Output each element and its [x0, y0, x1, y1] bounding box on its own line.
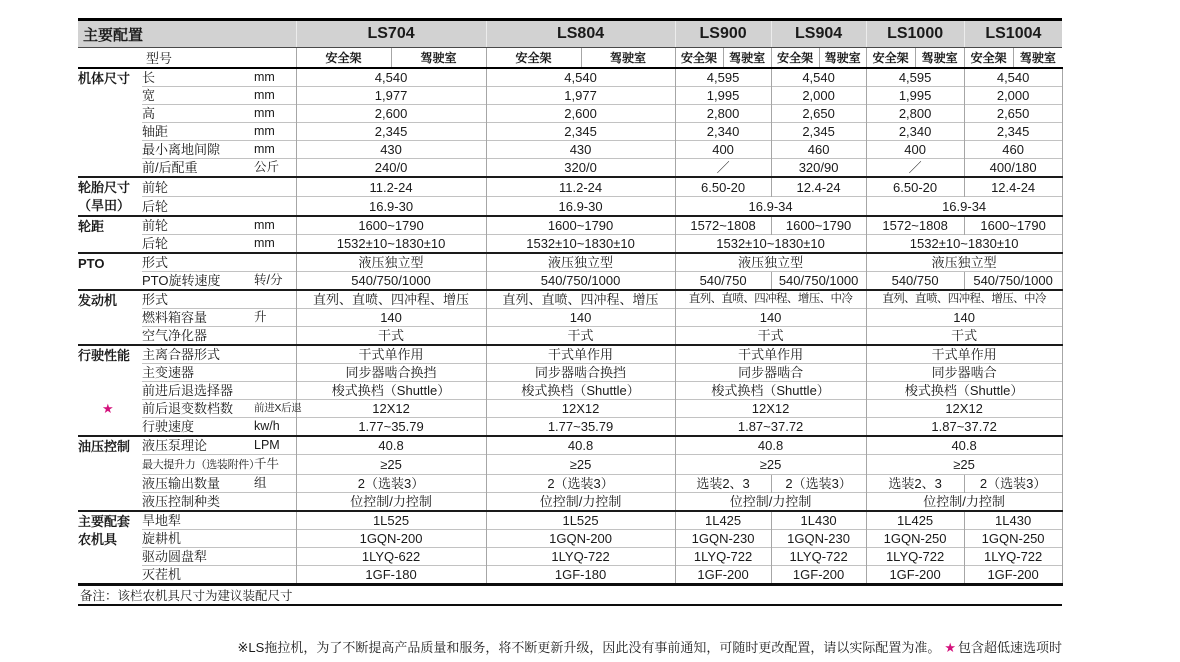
spec-value-cell: 干式单作用	[866, 345, 1062, 364]
spec-value-cell: 540/750/1000	[296, 272, 486, 291]
spec-unit-cell	[252, 197, 296, 217]
spec-value-cell: 430	[296, 141, 486, 159]
spec-name-label: 旋耕机	[142, 531, 182, 546]
spec-value-cell: 11.2-24	[296, 177, 486, 197]
spec-value-cell: 140	[296, 309, 486, 327]
spec-value-cell: 12X12	[486, 400, 675, 418]
spec-unit-cell: mm	[252, 235, 296, 254]
spec-table	[78, 18, 1063, 606]
table-title: 主要配置	[78, 20, 296, 48]
table-row	[78, 290, 1062, 309]
spec-unit-cell: 转/分	[252, 272, 296, 291]
spec-value-cell: 12.4-24	[964, 177, 1062, 197]
spec-unit-cell	[252, 364, 296, 382]
spec-unit-cell	[252, 530, 296, 548]
spec-value-cell: 梭式换档（Shuttle）	[486, 382, 675, 400]
spec-name-cell	[142, 548, 252, 566]
spec-value-cell: 梭式换档（Shuttle）	[866, 382, 1062, 400]
category-cell: 行驶性能	[78, 345, 142, 436]
spec-value-cell: 2,340	[675, 123, 771, 141]
spec-value-cell: 位控制/力控制	[675, 493, 866, 512]
spec-value-cell: 1GF-200	[675, 566, 771, 585]
spec-value-cell: 直列、直喷、四冲程、增压、中冷	[866, 290, 1062, 309]
spec-value-cell: 2,000	[964, 87, 1062, 105]
table-row	[78, 382, 1062, 400]
category-cell: 发动机	[78, 290, 142, 345]
remark-row	[78, 585, 1062, 606]
subcol-header: 安全架	[296, 48, 391, 69]
spec-name-label: 灭茬机	[142, 567, 182, 582]
table-row	[78, 566, 1062, 585]
spec-name-label: 液压输出数量	[142, 476, 221, 491]
spec-value-cell: 1GF-200	[866, 566, 964, 585]
footnote-star-text: 包含超低速选项时	[957, 640, 1062, 655]
table-row	[78, 548, 1062, 566]
table-row	[78, 345, 1062, 364]
spec-value-cell: 2,345	[771, 123, 866, 141]
spec-value-cell: 1532±10~1830±10	[296, 235, 486, 254]
spec-value-cell: 1600~1790	[771, 216, 866, 235]
spec-name-cell	[142, 141, 252, 159]
spec-value-cell: 1GF-180	[486, 566, 675, 585]
spec-value-cell: 1LYQ-622	[296, 548, 486, 566]
table-row	[78, 418, 1062, 437]
spec-value-cell: 1.87~37.72	[675, 418, 866, 437]
subcol-header: 安全架	[866, 48, 915, 69]
spec-value-cell: 位控制/力控制	[486, 493, 675, 512]
table-row	[78, 235, 1062, 254]
spec-name-cell	[142, 566, 252, 585]
spec-value-cell: 位控制/力控制	[866, 493, 1062, 512]
spec-value-cell: 2,650	[964, 105, 1062, 123]
table-row	[78, 253, 1062, 272]
spec-name-cell	[142, 418, 252, 437]
table-row	[78, 177, 1062, 197]
spec-value-cell: 16.9-30	[486, 197, 675, 217]
subcol-header: 安全架	[675, 48, 723, 69]
subcol-header: 驾驶室	[915, 48, 964, 69]
spec-unit-cell: mm	[252, 123, 296, 141]
spec-value-cell: 1GQN-250	[964, 530, 1062, 548]
subcol-header: 安全架	[771, 48, 819, 69]
category-cell: 油压控制	[78, 436, 142, 511]
spec-unit-cell	[252, 511, 296, 530]
subheader-row	[78, 48, 1062, 69]
table-row	[78, 123, 1062, 141]
spec-name-label: 后轮	[142, 236, 169, 251]
spec-name-label: 燃料箱容量	[142, 310, 208, 325]
spec-value-cell: 直列、直喷、四冲程、增压	[296, 290, 486, 309]
spec-name-label: 高	[142, 106, 156, 121]
spec-name-label: 后轮	[142, 198, 169, 214]
spec-value-cell: 140	[866, 309, 1062, 327]
spec-value-cell: 1LYQ-722	[771, 548, 866, 566]
spec-value-cell: 460	[771, 141, 866, 159]
spec-value-cell: 540/750	[675, 272, 771, 291]
category-cell: 机体尺寸	[78, 71, 131, 86]
spec-value-cell: 干式单作用	[486, 345, 675, 364]
spec-value-cell: 400/180	[964, 159, 1062, 178]
spec-value-cell: 1572~1808	[866, 216, 964, 235]
spec-value-cell: 1GF-200	[964, 566, 1062, 585]
spec-value-cell: 液压独立型	[486, 253, 675, 272]
spec-value-cell: 干式	[486, 327, 675, 346]
spec-value-cell: 1GF-200	[771, 566, 866, 585]
spec-unit-cell	[252, 253, 296, 272]
spec-value-cell: 4,540	[964, 68, 1062, 87]
spec-value-cell: 2（选装3）	[296, 475, 486, 493]
spec-name-label: 宽	[142, 88, 156, 103]
spec-unit-cell: mm	[252, 105, 296, 123]
spec-name-cell	[142, 364, 252, 382]
table-row	[78, 309, 1062, 327]
spec-name-cell	[142, 455, 260, 475]
spec-value-cell: 干式	[675, 327, 866, 346]
spec-value-cell: 40.8	[296, 436, 486, 455]
spec-value-cell: 540/750/1000	[964, 272, 1062, 291]
spec-unit-cell	[252, 548, 296, 566]
spec-name-cell	[142, 105, 252, 123]
category-cell: 轮距	[78, 216, 142, 253]
spec-value-cell: 液压独立型	[296, 253, 486, 272]
spec-unit-cell: mm	[254, 70, 275, 84]
spec-value-cell: 4,540	[296, 68, 486, 87]
spec-value-cell: 1600~1790	[296, 216, 486, 235]
spec-name-cell	[142, 253, 252, 272]
spec-value-cell: 540/750/1000	[486, 272, 675, 291]
spec-value-cell: 2,345	[964, 123, 1062, 141]
spec-table-body	[78, 68, 1062, 585]
spec-value-cell: 540/750/1000	[771, 272, 866, 291]
table-row	[78, 511, 1062, 530]
spec-name-cell	[142, 235, 252, 254]
spec-name-label: 形式	[142, 255, 169, 270]
spec-name-label: 轴距	[142, 124, 169, 139]
subcol-header: 驾驶室	[1013, 48, 1062, 69]
spec-value-cell: 4,540	[486, 68, 675, 87]
spec-value-cell: 16.9-34	[866, 197, 1062, 217]
subcol-header: 驾驶室	[819, 48, 866, 69]
spec-name-cell	[142, 309, 252, 327]
spec-value-cell: 140	[486, 309, 675, 327]
spec-value-cell: 1GQN-230	[675, 530, 771, 548]
spec-value-cell: 1532±10~1830±10	[675, 235, 866, 254]
spec-name-cell	[142, 382, 252, 400]
spec-name-label: 前进后退选择器	[142, 383, 234, 398]
spec-value-cell: 320/0	[486, 159, 675, 178]
spec-value-cell: 1.87~37.72	[866, 418, 1062, 437]
spec-value-cell: 1L525	[486, 511, 675, 530]
spec-value-cell: ／	[866, 159, 964, 178]
spec-value-cell: 1LYQ-722	[964, 548, 1062, 566]
spec-name-cell	[142, 436, 252, 455]
spec-name-cell	[142, 197, 252, 217]
spec-value-cell: 同步器啮合	[866, 364, 1062, 382]
spec-value-cell: 11.2-24	[486, 177, 675, 197]
spec-value-cell: 40.8	[866, 436, 1062, 455]
star-icon: ★	[102, 401, 114, 416]
spec-value-cell: 1L425	[866, 511, 964, 530]
spec-value-cell: 4,540	[771, 68, 866, 87]
spec-unit-cell: 千牛	[252, 455, 296, 475]
spec-name-label: 主变速器	[142, 365, 195, 380]
table-row	[78, 400, 1062, 418]
spec-value-cell: 430	[486, 141, 675, 159]
spec-name-label: 长	[142, 70, 156, 85]
spec-value-cell: 400	[675, 141, 771, 159]
spec-unit-cell	[252, 290, 296, 309]
table-row	[78, 493, 1062, 512]
spec-name-label: PTO旋转速度	[142, 273, 221, 288]
spec-value-cell: 1L425	[675, 511, 771, 530]
spec-value-cell: 320/90	[771, 159, 866, 178]
spec-value-cell: 1GQN-200	[486, 530, 675, 548]
spec-value-cell: 40.8	[675, 436, 866, 455]
spec-value-cell: 梭式换档（Shuttle）	[296, 382, 486, 400]
spec-name-cell	[142, 345, 252, 364]
table-row	[78, 530, 1062, 548]
model-header-LS904: LS904	[771, 20, 866, 48]
spec-name-cell	[142, 177, 252, 197]
spec-value-cell: 1GQN-200	[296, 530, 486, 548]
spec-value-cell: 干式单作用	[675, 345, 866, 364]
spec-value-cell: 4,595	[675, 68, 771, 87]
spec-unit-cell	[252, 327, 296, 346]
spec-value-cell: 1.77~35.79	[296, 418, 486, 437]
spec-value-cell: 2（选装3）	[771, 475, 866, 493]
table-row	[78, 436, 1062, 455]
spec-value-cell: ≥25	[866, 455, 1062, 475]
spec-value-cell: 干式	[866, 327, 1062, 346]
spec-value-cell: 6.50-20	[675, 177, 771, 197]
spec-value-cell: 选装2、3	[866, 475, 964, 493]
table-row	[78, 68, 1062, 87]
spec-value-cell: 1LYQ-722	[486, 548, 675, 566]
table-row	[78, 475, 1062, 493]
spec-value-cell: 1572~1808	[675, 216, 771, 235]
spec-unit-cell: kw/h	[252, 418, 296, 437]
spec-value-cell: 140	[675, 309, 866, 327]
spec-value-cell: 1,995	[866, 87, 964, 105]
spec-name-label: 最大提升力（选装附件）	[142, 459, 260, 471]
spec-value-cell: 2,000	[771, 87, 866, 105]
spec-value-cell: 2（选装3）	[486, 475, 675, 493]
spec-value-cell: 选装2、3	[675, 475, 771, 493]
spec-value-cell: 2,345	[296, 123, 486, 141]
model-header-LS900: LS900	[675, 20, 771, 48]
spec-value-cell: 1GQN-250	[866, 530, 964, 548]
subcol-header: 驾驶室	[391, 48, 486, 69]
star-icon: ★	[944, 640, 956, 655]
spec-value-cell: 460	[964, 141, 1062, 159]
spec-name-label: 行驶速度	[142, 419, 195, 434]
spec-value-cell: 2,600	[486, 105, 675, 123]
spec-name-label: 最小离地间隙	[142, 142, 221, 157]
spec-value-cell: 16.9-30	[296, 197, 486, 217]
spec-value-cell: 1LYQ-722	[866, 548, 964, 566]
table-row	[78, 364, 1062, 382]
subcol-header: 驾驶室	[723, 48, 771, 69]
spec-value-cell: 1,977	[486, 87, 675, 105]
table-row	[78, 197, 1062, 217]
spec-name-cell	[142, 327, 252, 346]
model-header-LS1004: LS1004	[964, 20, 1062, 48]
spec-value-cell: 位控制/力控制	[296, 493, 486, 512]
spec-value-cell: 直列、直喷、四冲程、增压、中冷	[675, 290, 866, 309]
spec-name-label: 液压控制种类	[142, 494, 221, 509]
table-row	[78, 455, 1062, 475]
spec-unit-cell: 组	[252, 475, 296, 493]
subcol-header: 安全架	[486, 48, 581, 69]
remark-note: 备注：该栏农机具尺寸为建议装配尺寸	[78, 585, 1062, 606]
subcol-header: 驾驶室	[581, 48, 675, 69]
spec-value-cell: 16.9-34	[675, 197, 866, 217]
category-cell: 主要配套农机具	[78, 511, 142, 585]
spec-value-cell: 4,595	[866, 68, 964, 87]
spec-name-cell	[142, 530, 252, 548]
spec-name-cell	[142, 290, 252, 309]
spec-value-cell: 1GF-180	[296, 566, 486, 585]
spec-value-cell: 12.4-24	[771, 177, 866, 197]
spec-value-cell: ≥25	[486, 455, 675, 475]
spec-value-cell: 干式	[296, 327, 486, 346]
model-row-label: 型号	[78, 48, 296, 69]
spec-value-cell: 2,650	[771, 105, 866, 123]
spec-unit-cell	[252, 566, 296, 585]
spec-value-cell: 1,995	[675, 87, 771, 105]
spec-value-cell: 6.50-20	[866, 177, 964, 197]
spec-value-cell: 400	[866, 141, 964, 159]
spec-unit-cell: LPM	[252, 436, 296, 455]
spec-value-cell: 2,345	[486, 123, 675, 141]
spec-name-cell	[142, 87, 252, 105]
spec-name-cell	[142, 475, 252, 493]
spec-name-cell	[102, 400, 252, 418]
spec-value-cell: 1L430	[771, 511, 866, 530]
spec-unit-cell: 升	[252, 309, 296, 327]
table-row	[78, 327, 1062, 346]
spec-value-cell: 1L430	[964, 511, 1062, 530]
model-header-LS1000: LS1000	[866, 20, 964, 48]
table-row	[78, 87, 1062, 105]
spec-sheet	[78, 18, 1062, 606]
footnote-text: ※LS拖拉机，为了不断提高产品质量和服务，将不断更新升级，因此没有事前通知，可随时更改配置，请以实际配置为准。	[237, 640, 941, 655]
spec-value-cell: 12X12	[296, 400, 486, 418]
spec-unit-cell: mm	[252, 216, 296, 235]
spec-unit-cell	[252, 177, 296, 197]
spec-name-cell	[142, 272, 252, 291]
header-row	[78, 20, 1062, 48]
model-header-LS804: LS804	[486, 20, 675, 48]
spec-value-cell: 2（选装3）	[964, 475, 1062, 493]
spec-name-label: 前轮	[142, 218, 169, 233]
spec-name-label: 空气净化器	[142, 328, 208, 343]
spec-name-label: 液压泵理论	[142, 438, 208, 453]
subcol-header: 安全架	[964, 48, 1013, 69]
spec-value-cell: ≥25	[296, 455, 486, 475]
spec-value-cell: 同步器啮合换挡	[486, 364, 675, 382]
table-row	[78, 216, 1062, 235]
spec-value-cell: 240/0	[296, 159, 486, 178]
footnote	[78, 640, 1062, 656]
spec-value-cell: 12X12	[866, 400, 1062, 418]
spec-value-cell: 1L525	[296, 511, 486, 530]
spec-name-cell	[142, 159, 252, 178]
spec-name-label: 旱地犁	[142, 513, 182, 528]
spec-unit-cell	[252, 345, 296, 364]
spec-name-label: 形式	[142, 292, 169, 307]
category-cell: PTO	[78, 253, 142, 290]
table-row	[78, 159, 1062, 178]
spec-value-cell: 1,977	[296, 87, 486, 105]
spec-value-cell: 12X12	[675, 400, 866, 418]
spec-name-cell	[142, 493, 252, 512]
spec-name-cell	[142, 68, 252, 87]
spec-value-cell: 1600~1790	[486, 216, 675, 235]
spec-name-label: 前后退变数档数	[142, 401, 234, 416]
spec-value-cell: ≥25	[675, 455, 866, 475]
spec-name-label: 前/后配重	[142, 160, 198, 175]
spec-value-cell: 液压独立型	[675, 253, 866, 272]
spec-name-cell	[142, 216, 252, 235]
spec-value-cell: 2,800	[866, 105, 964, 123]
spec-value-cell: 1.77~35.79	[486, 418, 675, 437]
spec-value-cell: 液压独立型	[866, 253, 1062, 272]
spec-name-cell	[142, 511, 252, 530]
table-row	[78, 272, 1062, 291]
spec-value-cell: 2,600	[296, 105, 486, 123]
spec-name-label: 前轮	[142, 179, 169, 195]
spec-value-cell: ／	[675, 159, 771, 178]
spec-value-cell: 1532±10~1830±10	[866, 235, 1062, 254]
spec-value-cell: 1600~1790	[964, 216, 1062, 235]
spec-name-label: 主离合器形式	[142, 347, 221, 362]
spec-value-cell: 梭式换档（Shuttle）	[675, 382, 866, 400]
spec-value-cell: 干式单作用	[296, 345, 486, 364]
spec-name-cell	[142, 123, 252, 141]
spec-value-cell: 540/750	[866, 272, 964, 291]
spec-value-cell: 直列、直喷、四冲程、增压	[486, 290, 675, 309]
spec-value-cell: 1532±10~1830±10	[486, 235, 675, 254]
spec-value-cell: 同步器啮合换挡	[296, 364, 486, 382]
spec-value-cell: 同步器啮合	[675, 364, 866, 382]
spec-name-label: 驱动圆盘犁	[142, 549, 208, 564]
spec-value-cell: 1GQN-230	[771, 530, 866, 548]
spec-value-cell: 2,340	[866, 123, 964, 141]
table-row	[78, 105, 1062, 123]
spec-unit-cell: mm	[252, 87, 296, 105]
model-header-LS704: LS704	[296, 20, 486, 48]
spec-value-cell: 40.8	[486, 436, 675, 455]
spec-unit-cell: 前进X后退	[252, 400, 296, 418]
spec-value-cell: 2,800	[675, 105, 771, 123]
spec-unit-cell	[252, 493, 296, 512]
spec-unit-cell	[252, 382, 296, 400]
spec-value-cell: 1LYQ-722	[675, 548, 771, 566]
spec-unit-cell: mm	[252, 141, 296, 159]
table-row	[78, 141, 1062, 159]
category-cell: 轮胎尺寸（旱田）	[78, 177, 142, 216]
spec-unit-cell: 公斤	[252, 159, 296, 178]
